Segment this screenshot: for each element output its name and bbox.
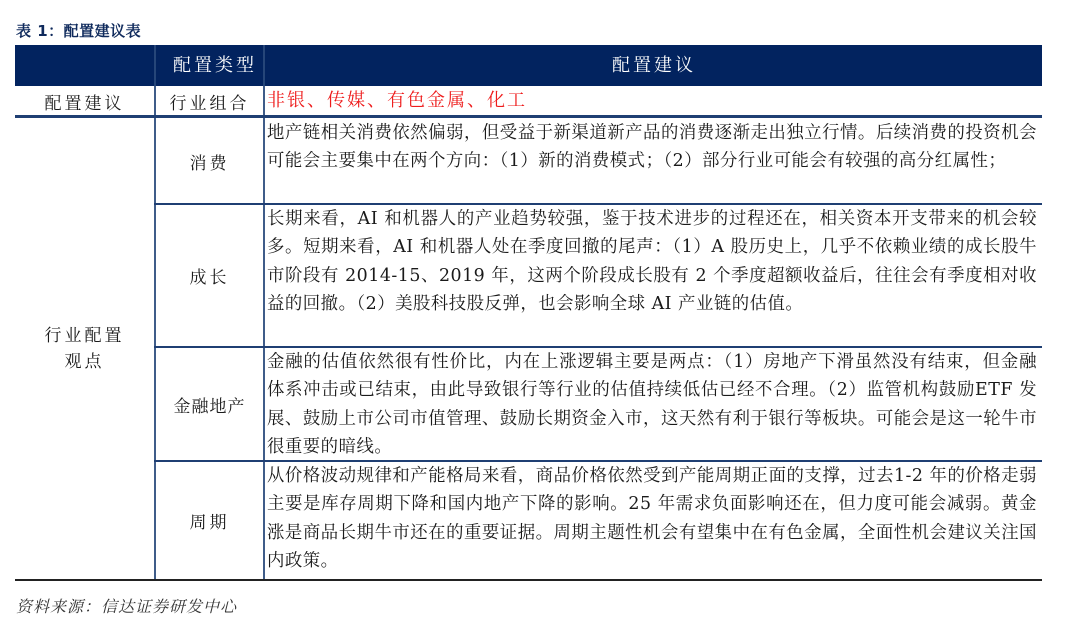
allocation-type: 行业组合 [169, 93, 250, 114]
row-text-consumption: 地产链相关消费依然偏弱，但受益于新渠道新产品的消费逐渐走出独立行情。后续消费的投资机会可能会主要集中在两个方向：（1）新的消费模式；（2）部分行业可能会有较强的高分红属性； [267, 123, 1037, 172]
row-text-cyclical: 从价格波动规律和产能格局来看，商品价格依然受到产能周期正面的支撑，过去1-2 年的价格走弱主要是库存周期下降和国内地产下降的影响。25 年需求负面影响还在，但力度可能会减弱。黄金涨是商品长期牛市还在的重要证据。周期主题性机会有望集中在有色金属，全面性机会建议关注国内政策。 [267, 466, 1037, 571]
group-label-line-1: 行业配置 [44, 326, 125, 346]
row-divider-allocation [15, 115, 1042, 118]
table-header [15, 45, 1042, 86]
group-label [15, 119, 154, 579]
allocation-value: 非银、传媒、有色金属、化工 [267, 90, 527, 111]
table-bottom-border [15, 579, 1042, 581]
row-type-growth: 成长 [189, 268, 230, 288]
row-text-finance-realestate: 金融的估值依然很有性价比，内在上涨逻辑主要是两点：（1）房地产下滑虽然没有结束，但金融体系冲击或已结束，由此导致银行等行业的估值持续低估已经不合理。（2）监管机构鼓励ETF 发展、鼓励上市公司市值管理、鼓励长期资金入市，这天然有利于银行等板块。可能会是这一轮牛市很重要的暗线。 [267, 352, 1037, 457]
allocation-label: 配置建议 [44, 93, 125, 114]
row-text-growth: 长期来看，AI 和机器人的产业趋势较强，鉴于技术进步的过程还在，相关资本开支带来的机会较多。短期来看，AI 和机器人处在季度回撤的尾声：（1）A 股历史上，几乎不依赖业绩的成长股牛市阶段有 2014-15、2019 年，这两个阶段成长股有 2 个季度超额收益后，往往会有季度相对收益的回撤。（2）美股科技股反弹，也会影响全球 AI 产业链的估值。 [267, 209, 1037, 314]
row-type-cyclical: 周期 [189, 513, 230, 533]
header-empty [15, 45, 155, 86]
column-divider-2 [263, 45, 265, 580]
source-note: 资料来源：信达证券研发中心 [16, 597, 238, 616]
row-type-finance-realestate: 金融地产 [173, 396, 246, 417]
group-label-line-2: 观点 [64, 352, 105, 372]
row-type-consumption: 消费 [189, 153, 230, 174]
table-caption: 表 1：配置建议表 [16, 22, 142, 40]
header-advice: 配置建议 [612, 55, 696, 76]
header-type: 配置类型 [173, 55, 257, 76]
